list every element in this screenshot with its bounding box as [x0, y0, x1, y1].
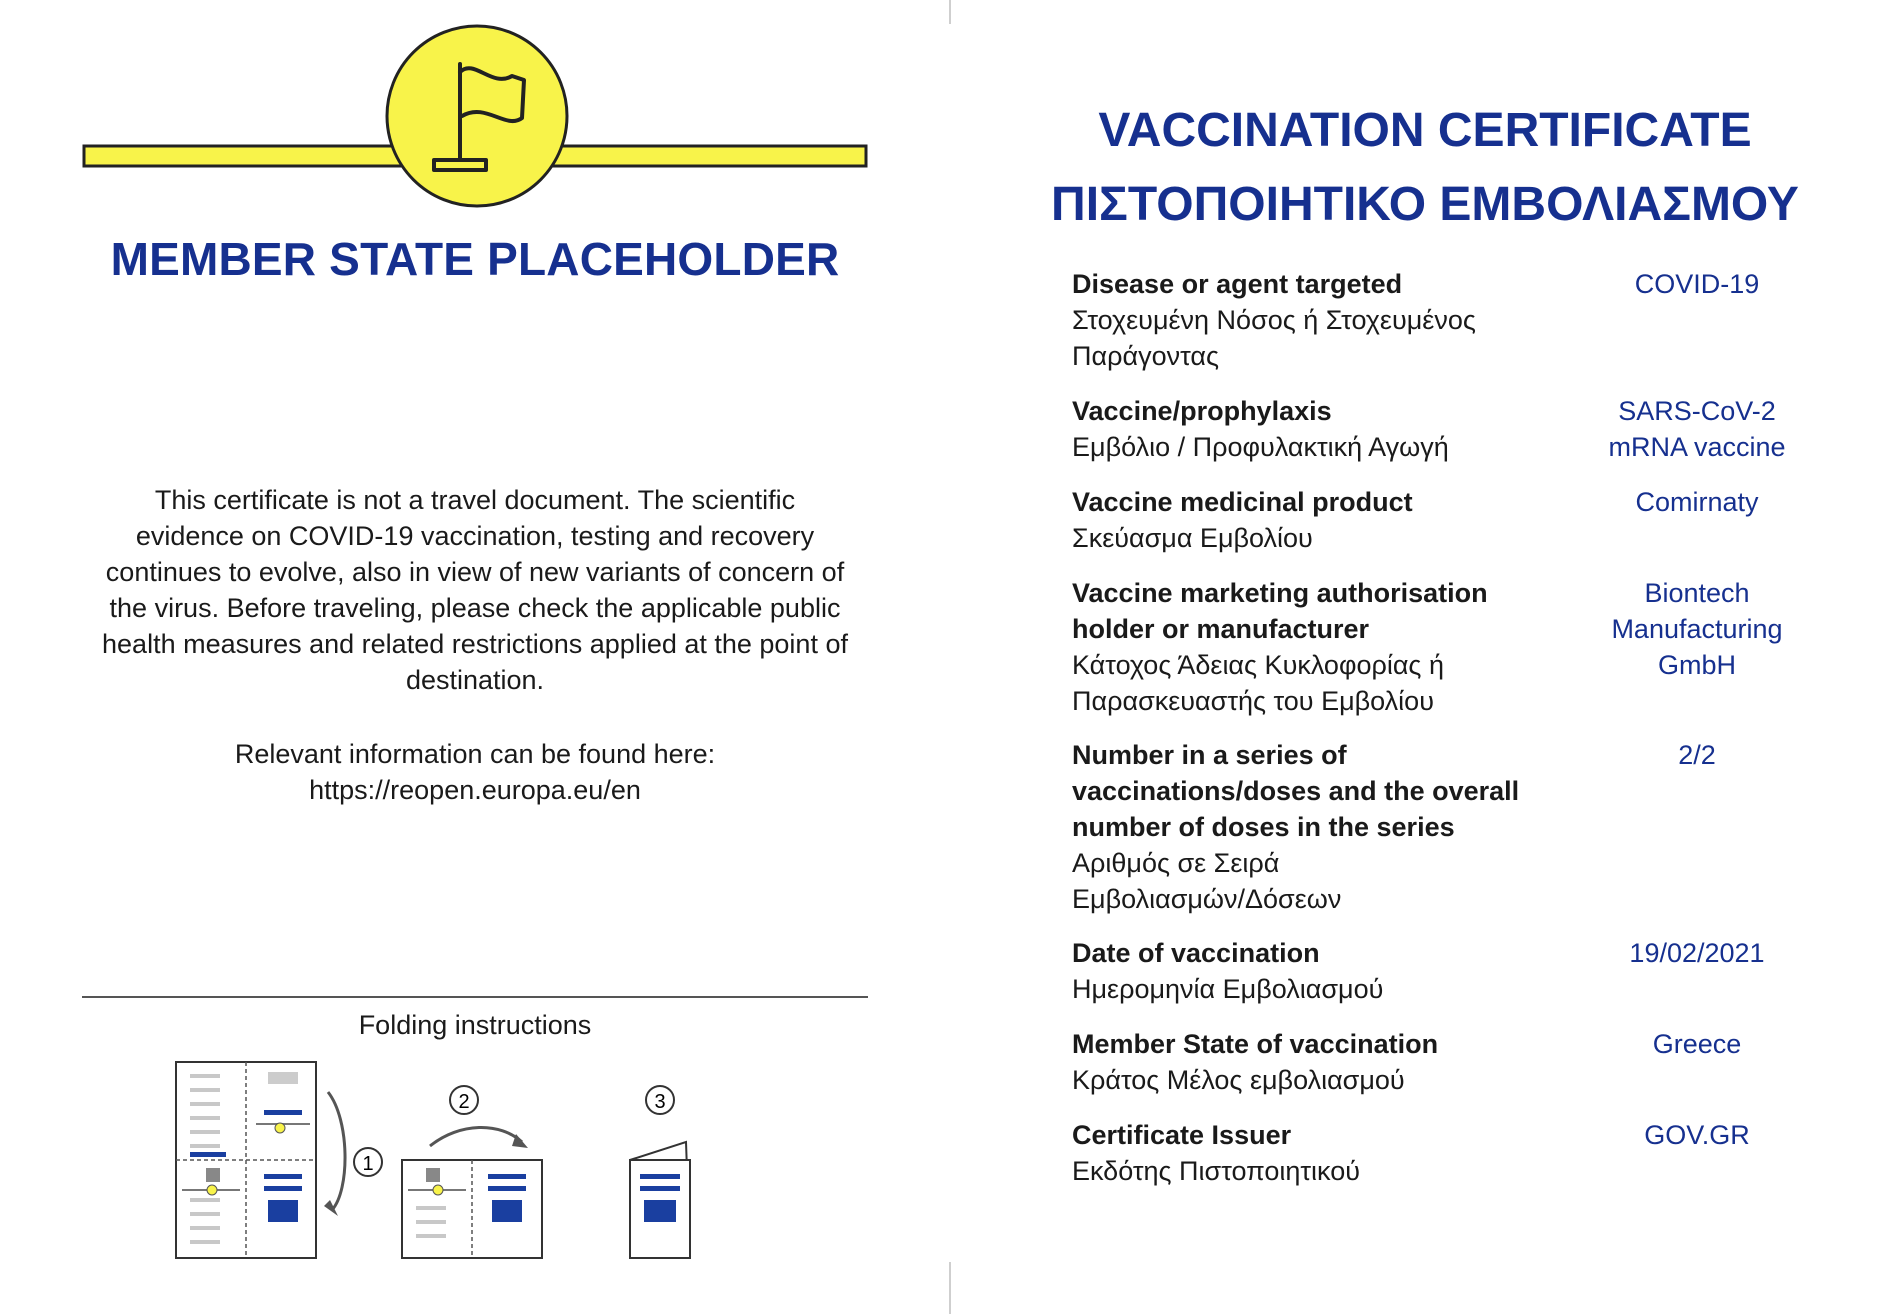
field-label-en: Disease or agent targeted	[1072, 269, 1403, 299]
field-value: Comirnaty	[1635, 487, 1759, 517]
relevant-info	[100, 736, 850, 808]
member-state-title: MEMBER STATE PLACEHOLDER	[110, 233, 840, 285]
field-label-en: Vaccine/prophylaxis	[1072, 396, 1332, 426]
member-state-banner	[82, 22, 868, 212]
fold-step-2-badge	[450, 1086, 478, 1114]
folding-separator	[82, 996, 868, 998]
field-label-gr: Εκδότης Πιστοποιητικού	[1072, 1156, 1361, 1186]
certificate-title-en: VACCINATION CERTIFICATE	[1098, 104, 1752, 157]
field-value: Biontech Manufacturing GmbH	[1611, 578, 1783, 680]
svg-text:1: 1	[362, 1153, 374, 1175]
field-value: 2/2	[1678, 740, 1716, 770]
relevant-info-label: Relevant information can be found here:	[234, 739, 716, 769]
fold-step-3-booklet	[630, 1142, 690, 1258]
field-value: Greece	[1652, 1029, 1742, 1059]
fold-step-3-badge	[646, 1086, 674, 1114]
field-value: SARS-CoV-2 mRNA vaccine	[1608, 396, 1786, 462]
field-label-gr: Σκεύασμα Εμβολίου	[1072, 523, 1313, 553]
field-label-gr: Εμβόλιο / Προφυλακτική Αγωγή	[1072, 432, 1449, 462]
certificate-title	[950, 94, 1900, 242]
fold-step-1-sheet	[176, 1062, 316, 1258]
svg-text:3: 3	[654, 1091, 666, 1113]
folding-instructions-title: Folding instructions	[358, 1010, 592, 1040]
field-value: 19/02/2021	[1629, 938, 1765, 968]
travel-disclaimer: This certificate is not a travel document. The scientific evidence on COVID-19 vaccination, testing and recovery continues to evolve, also in view of new variants of concern of the virus. Before traveling, please check the applicable public health measures and related restrictions applied at the point of destination.	[102, 485, 848, 695]
field-label-en: Vaccine medicinal product	[1072, 487, 1413, 517]
svg-text:2: 2	[458, 1091, 470, 1113]
field-label-gr: Κράτος Μέλος εμβολιασμού	[1072, 1065, 1405, 1095]
field-label-en: Certificate Issuer	[1072, 1120, 1292, 1150]
field-label-en: Vaccine marketing authorisation holder or manufacturer	[1072, 578, 1488, 644]
fold-step-2-sheet	[402, 1160, 542, 1258]
relevant-info-url[interactable]: https://reopen.europa.eu/en	[309, 775, 641, 805]
field-label-en: Number in a series of vaccinations/doses and the overall number of doses in the series	[1072, 740, 1520, 842]
field-label-gr: Στοχευμένη Νόσος ή Στοχευμένος Παράγοντας	[1072, 305, 1476, 371]
field-label-gr: Αριθμός σε Σειρά Εμβολιασμών/Δόσεων	[1072, 848, 1342, 914]
field-label-gr: Κάτοχος Άδειας Κυκλοφορίας ή Παρασκευαστής του Εμβολίου	[1072, 650, 1444, 716]
folding-diagram	[160, 1050, 760, 1270]
field-value: GOV.GR	[1644, 1120, 1750, 1150]
field-label-en: Member State of vaccination	[1072, 1029, 1439, 1059]
field-value: COVID-19	[1634, 269, 1760, 299]
certificate-title-gr: ΠΙΣΤΟΠΟΙΗΤΙΚΟ ΕΜΒΟΛΙΑΣΜΟΥ	[1051, 178, 1799, 231]
fold-step-1-badge	[354, 1148, 382, 1176]
field-label-en: Date of vaccination	[1072, 938, 1320, 968]
field-label-gr: Ημερομηνία Εμβολιασμού	[1072, 974, 1384, 1004]
